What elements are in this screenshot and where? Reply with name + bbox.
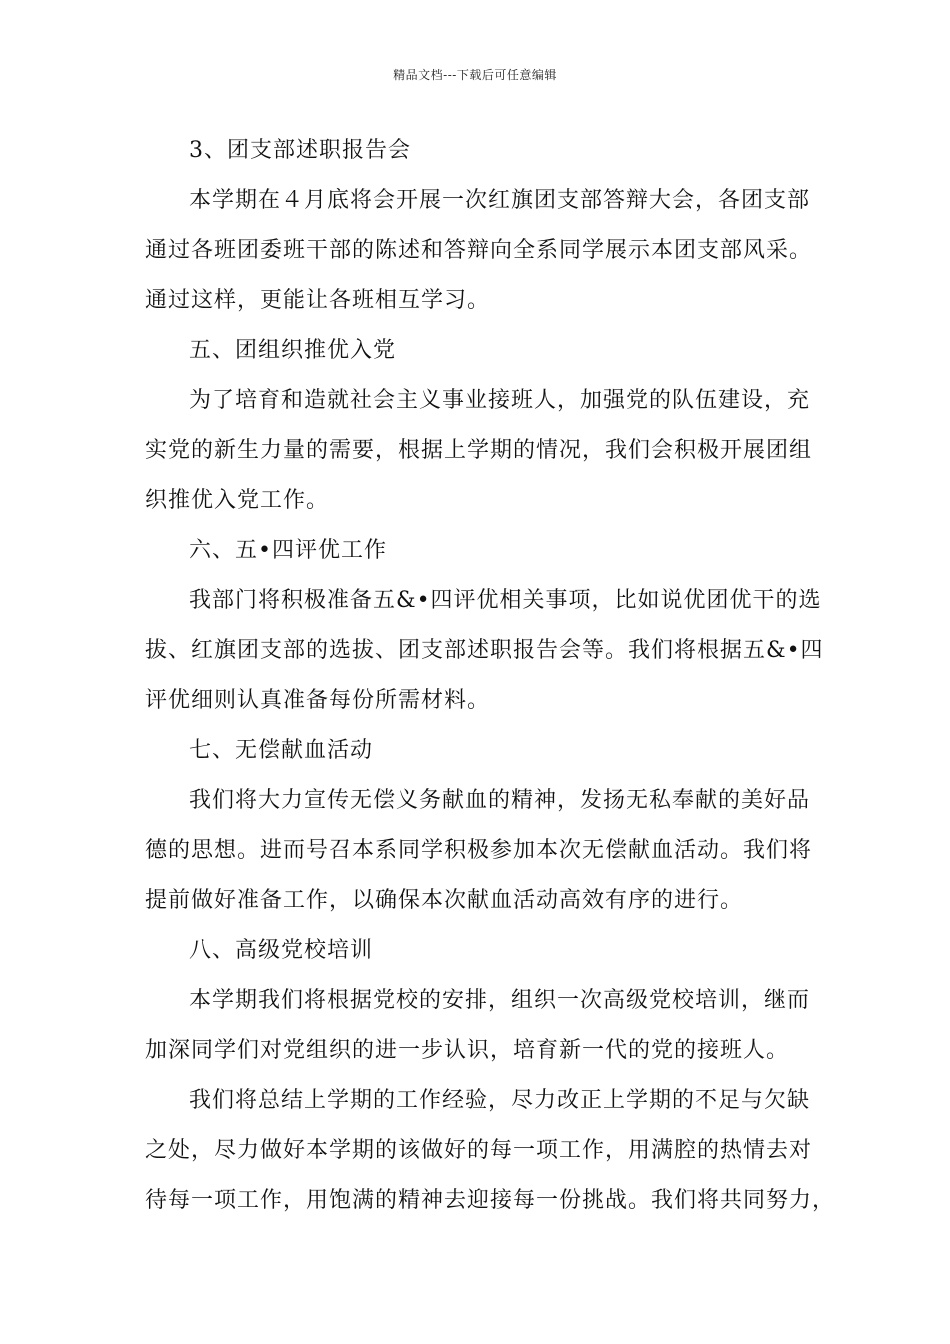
paragraph-line: 德的思想。进而号召本系同学积极参加本次无偿献血活动。我们将 (145, 838, 813, 863)
section-heading: 五、团组织推优入党 (189, 338, 397, 363)
section-heading: 3、团支部述职报告会 (189, 138, 411, 163)
paragraph-line: 之处，尽力做好本学期的该做好的每一项工作，用满腔的热情去对 (145, 1138, 813, 1163)
paragraph-line: 我们将大力宣传无偿义务献血的精神，发扬无私奉献的美好品 (189, 788, 811, 813)
paragraph-line: 通过这样，更能让各班相互学习。 (145, 288, 491, 313)
paragraph-line: 待每一项工作，用饱满的精神去迎接每一份挑战。我们将共同努力， (145, 1188, 836, 1213)
paragraph-line: 拔、红旗团支部的选拔、团支部述职报告会等。我们将根据五&•四 (145, 638, 824, 663)
section-heading: 八、高级党校培训 (189, 938, 374, 963)
paragraph-line: 我们将总结上学期的工作经验，尽力改正上学期的不足与欠缺 (189, 1088, 811, 1113)
paragraph-line: 织推优入党工作。 (145, 488, 330, 513)
paragraph-line: 提前做好准备工作，以确保本次献血活动高效有序的进行。 (145, 888, 744, 913)
paragraph-line: 评优细则认真准备每份所需材料。 (145, 688, 491, 713)
paragraph-line: 本学期我们将根据党校的安排，组织一次高级党校培训，继而 (189, 988, 811, 1013)
paragraph-line: 为了培育和造就社会主义事业接班人，加强党的队伍建设，充 (189, 388, 811, 413)
page-header: 精品文档---下载后可任意编辑 (393, 68, 557, 82)
paragraph-line: 实党的新生力量的需要，根据上学期的情况，我们会积极开展团组 (145, 438, 813, 463)
paragraph-line: 本学期在４月底将会开展一次红旗团支部答辩大会，各团支部 (189, 188, 811, 213)
paragraph-line: 我部门将积极准备五&•四评优相关事项，比如说优团优干的选 (189, 588, 822, 613)
section-heading: 六、五•四评优工作 (189, 538, 387, 563)
paragraph-line: 加深同学们对党组织的进一步认识，培育新一代的党的接班人。 (145, 1038, 790, 1063)
section-heading: 七、无偿献血活动 (189, 738, 374, 763)
paragraph-line: 通过各班团委班干部的陈述和答辩向全系同学展示本团支部风采。 (145, 238, 813, 263)
document-body (145, 126, 836, 1226)
